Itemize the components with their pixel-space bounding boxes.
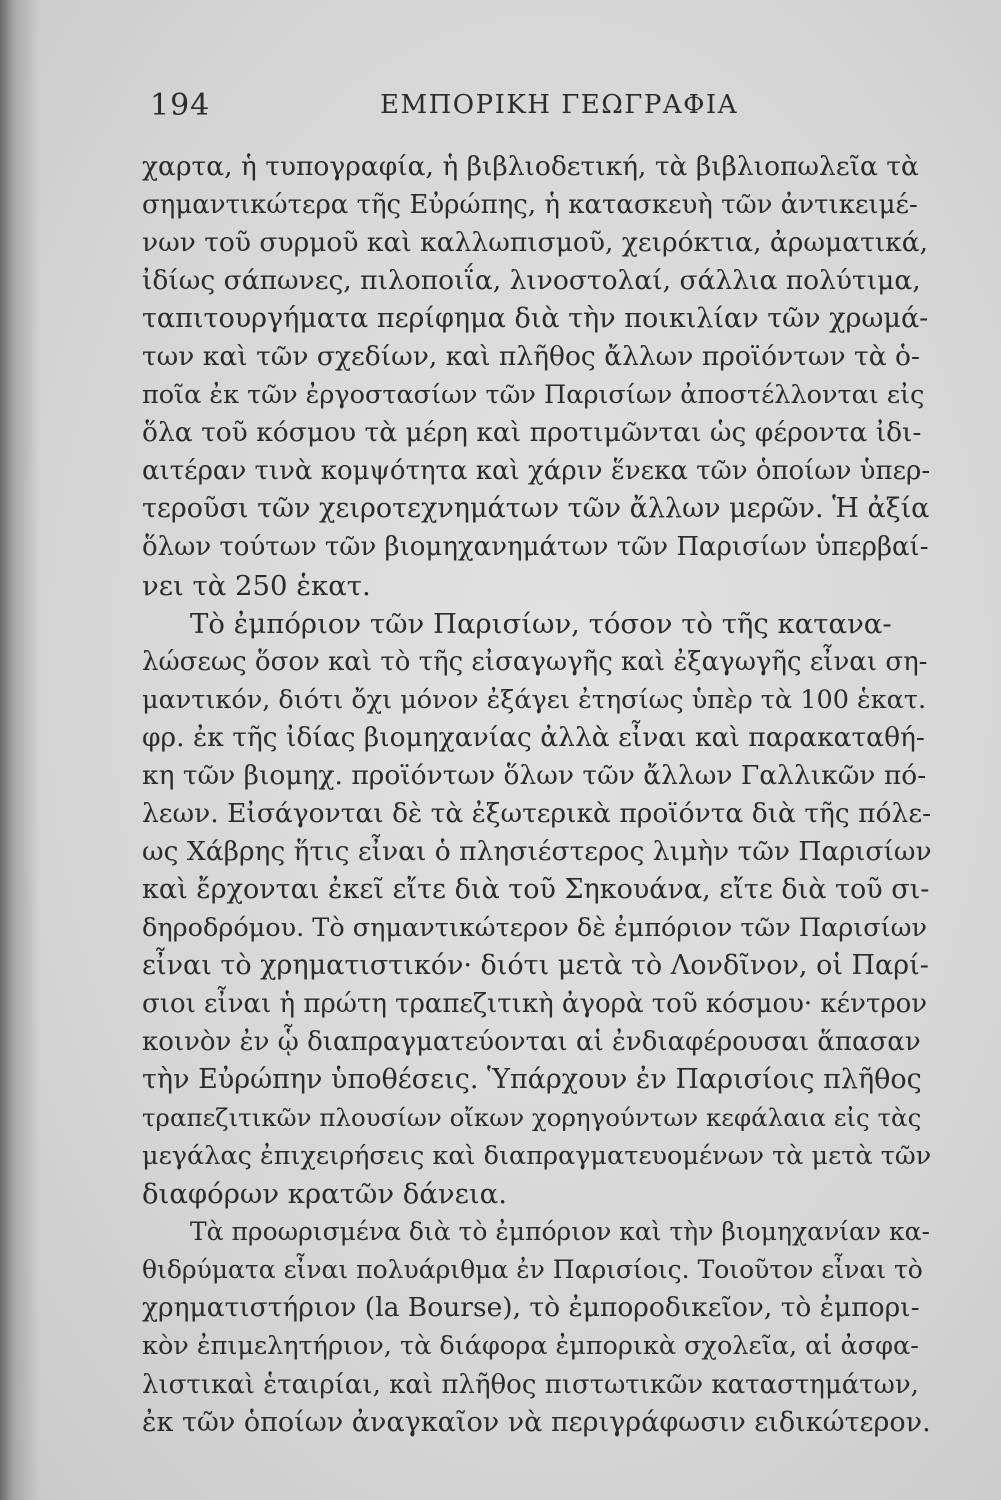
text-line: δηροδρόμου. Τὸ σημαντικώτερον δὲ ἐμπόριον τῶν Παρισίων bbox=[142, 912, 927, 943]
text-line: εἶναι τὸ χρηματιστικόν· διότι μετὰ τὸ Λονδῖνον, οἱ Παρί- bbox=[142, 949, 929, 981]
text-line: ἐκ τῶν ὁποίων ἀναγκαῖον νὰ περιγράφωσιν ειδικώτερον. bbox=[142, 1406, 931, 1438]
page-header bbox=[150, 88, 910, 128]
text-line: κη τῶν βιομηχ. προϊόντων ὅλων τῶν ἄλλων Γαλλικῶν πό- bbox=[142, 759, 927, 791]
text-line: καὶ ἔρχονται ἐκεῖ εἴτε διὰ τοῦ Σηκουάνα, εἴτε διὰ τοῦ σι- bbox=[142, 873, 930, 905]
text-line: ποῖα ἐκ τῶν ἐργοστασίων τῶν Παρισίων ἀποστέλλονται εἰς bbox=[142, 380, 925, 411]
text-line: λεων. Εἰσάγονται δὲ τὰ ἐξωτερικὰ προϊόντα διὰ τῆς πόλε- bbox=[142, 797, 932, 829]
running-title: ΕΜΠΟΡΙΚΗ ΓΕΩΓΡΑΦΙΑ bbox=[380, 90, 738, 120]
text-line: λιστικαὶ ἑταιρίαι, καὶ πλῆθος πιστωτικῶν καταστημάτων, bbox=[142, 1369, 919, 1400]
body-text bbox=[142, 148, 932, 1442]
text-line: φρ. ἐκ τῆς ἰδίας βιομηχανίας ἀλλὰ εἶναι καὶ παρακαταθή- bbox=[142, 721, 925, 753]
text-line: μεγάλας ἐπιχειρήσεις καὶ διαπραγματευομένων τὰ μετὰ τῶν bbox=[142, 1141, 932, 1172]
text-line: θιδρύματα εἶναι πολυάριθμα ἐν Παρισίοις. Τοιοῦτον εἶναι τὸ bbox=[142, 1255, 923, 1285]
text-line: ἰδίως σάπωνες, πιλοποιΐα, λινοστολαί, σάλλια πολύτιμα, bbox=[142, 265, 921, 297]
text-line: ὅλων τούτων τῶν βιομηχανημάτων τῶν Παρισίων ὑπερβαί- bbox=[142, 532, 929, 563]
text-line: διαφόρων κρατῶν δάνεια. bbox=[142, 1178, 507, 1211]
paragraph-start-line: Τὰ προωρισμένα διὰ τὸ ἐμπόριον καὶ τὴν βιομηχανίαν κα- bbox=[190, 1217, 930, 1247]
text-line: μαντικόν, διότι ὄχι μόνον ἐξάγει ἐτησίως ὑπὲρ τὰ 100 ἑκατ. bbox=[142, 684, 927, 715]
text-line: νων τοῦ συρμοῦ καὶ καλλωπισμοῦ, χειρόκτια, ἀρωματικά, bbox=[142, 227, 929, 259]
text-line: ως Χάβρης ἥτις εἶναι ὁ πλησιέστερος λιμὴν τῶν Παρισίων bbox=[142, 835, 932, 867]
page-edge-shadow bbox=[0, 0, 40, 1500]
text-line: τὴν Εὐρώπην ὑποθέσεις. Ὑπάρχουν ἐν Παρισίοις πλῆθος bbox=[142, 1064, 922, 1096]
text-line: κὸν ἐπιμελητήριον, τὰ διάφορα ἐμπορικὰ σχολεῖα, αἱ ἀσφα- bbox=[142, 1331, 919, 1362]
text-line: χαρτα, ἡ τυπογραφία, ἡ βιβλιοδετική, τὰ βιβλιοπωλεῖα τὰ bbox=[142, 151, 919, 182]
paragraph-start-line: Τὸ ἐμπόριον τῶν Παρισίων, τόσον τὸ τῆς κατανα- bbox=[190, 607, 892, 640]
text-line: νει τὰ 250 ἑκατ. bbox=[142, 569, 371, 602]
text-line: τεροῦσι τῶν χειροτεχνημάτων τῶν ἄλλων μερῶν. Ἡ ἀξία bbox=[142, 493, 930, 525]
text-line: κοινὸν ἐν ᾧ διαπραγματεύονται αἱ ἐνδιαφέρουσαι ἅπασαν bbox=[142, 1027, 921, 1058]
text-line: τραπεζιτικῶν πλουσίων οἴκων χορηγούντων κεφάλαια εἰς τὰς bbox=[142, 1103, 922, 1133]
text-line: χρηματιστήριον (la Bourse), τὸ ἐμποροδικεῖον, τὸ ἐμπορι- bbox=[142, 1292, 920, 1324]
text-line: αιτέραν τινὰ κομψότητα καὶ χάριν ἕνεκα τῶν ὁποίων ὑπερ- bbox=[142, 456, 931, 487]
page-number: 194 bbox=[150, 88, 211, 123]
text-line: σιοι εἶναι ἡ πρώτη τραπεζιτικὴ ἀγορὰ τοῦ κόσμου· κέντρον bbox=[142, 989, 928, 1020]
text-line: λώσεως ὅσον καὶ τὸ τῆς εἰσαγωγῆς καὶ ἐξαγωγῆς εἶναι ση- bbox=[142, 646, 928, 677]
text-line: ὅλα τοῦ κόσμου τὰ μέρη καὶ προτιμῶνται ὡς φέροντα ἰδι- bbox=[142, 417, 922, 449]
text-line: ταπιτουργήματα περίφημα διὰ τὴν ποικιλίαν τῶν χρωμά- bbox=[142, 303, 929, 335]
text-line: σημαντικώτερα τῆς Εὐρώπης, ἡ κατασκευὴ τῶν ἀντικειμέ- bbox=[142, 190, 918, 221]
text-line: των καὶ τῶν σχεδίων, καὶ πλῆθος ἄλλων προϊόντων τὰ ὁ- bbox=[142, 341, 920, 373]
